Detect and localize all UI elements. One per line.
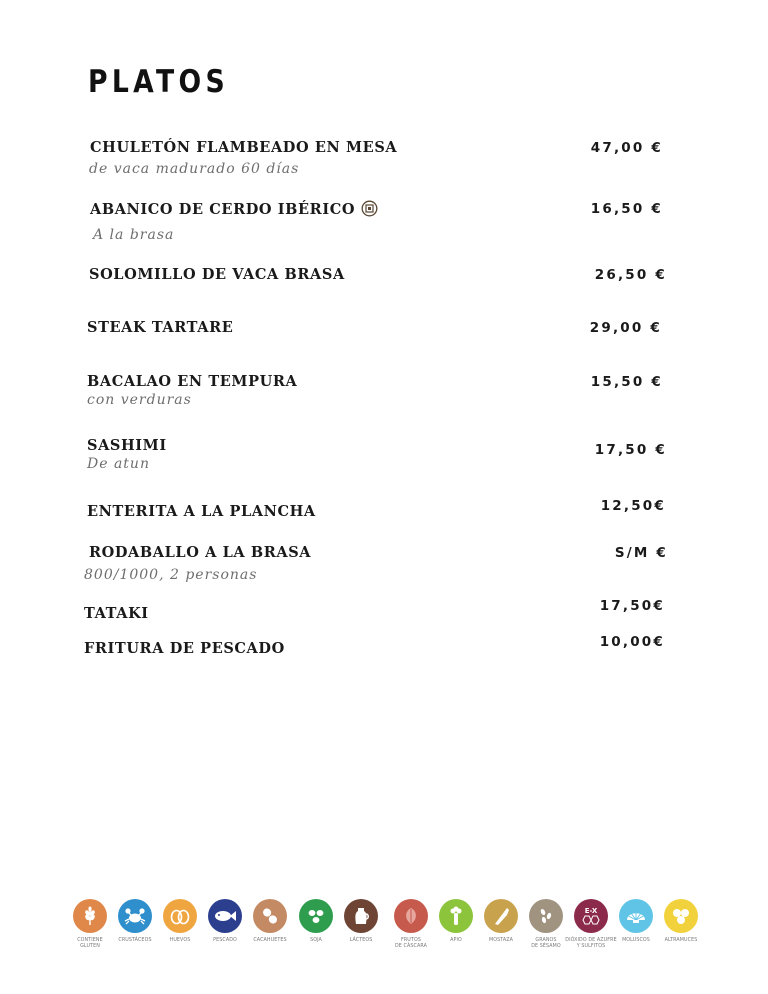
sesame-icon bbox=[529, 899, 563, 933]
soy-icon bbox=[299, 899, 333, 933]
dish-description: de vaca madurado 60 días bbox=[89, 161, 300, 177]
allergen-dairy bbox=[335, 899, 387, 944]
allergen-label: ALTRAMUCES bbox=[664, 938, 698, 943]
dish-description: A la brasa bbox=[93, 227, 175, 243]
dish-price: S/M € bbox=[614, 545, 668, 561]
allergen-label: LÁCTEOS bbox=[349, 938, 373, 943]
sulphites-icon bbox=[574, 899, 608, 933]
allergen-label: CONTIENE GLUTEN bbox=[77, 938, 103, 949]
dish-description: De atun bbox=[87, 456, 150, 472]
crab-icon bbox=[118, 899, 152, 933]
dish-name-with-badge bbox=[90, 200, 378, 222]
lupin-icon bbox=[664, 899, 698, 933]
dish-price: 47,00 € bbox=[590, 140, 663, 156]
allergen-label: APIO bbox=[450, 938, 462, 943]
dish-name: RODABALLO A LA BRASA bbox=[89, 544, 312, 561]
dish-name: FRITURA DE PESCADO bbox=[84, 640, 285, 657]
allergen-label: GRANOS DE SÉSAMO bbox=[531, 938, 561, 949]
celery-icon bbox=[439, 899, 473, 933]
dish-name: SOLOMILLO DE VACA BRASA bbox=[89, 266, 345, 283]
fish-icon bbox=[208, 899, 242, 933]
allergen-label: CACAHUETES bbox=[253, 938, 287, 943]
allergen-label: FRUTOS DE CÁSCARA bbox=[395, 938, 427, 949]
dish-price: 16,50 € bbox=[590, 201, 663, 217]
shell-icon bbox=[619, 899, 653, 933]
dish-price: 15,50 € bbox=[590, 374, 663, 390]
dish-name: ABANICO DE CERDO IBÉRICO bbox=[90, 201, 356, 218]
dish-name: SASHIMI bbox=[87, 437, 167, 454]
wheat-icon bbox=[73, 899, 107, 933]
dish-name: BACALAO EN TEMPURA bbox=[87, 373, 298, 390]
allergen-label: HUEVOS bbox=[169, 938, 191, 943]
dish-price: 12,50€ bbox=[600, 498, 666, 514]
allergen-peanuts bbox=[244, 899, 296, 944]
dish-price: 10,00€ bbox=[599, 634, 665, 650]
dish-name: ENTERITA A LA PLANCHA bbox=[87, 503, 316, 520]
iberico-seal-icon bbox=[361, 200, 378, 222]
milk-jug-icon bbox=[344, 899, 378, 933]
allergen-label: DIÓXIDO DE AZUFRE Y SULFITOS bbox=[565, 938, 617, 949]
allergen-lupin bbox=[655, 899, 707, 944]
dish-description: con verduras bbox=[87, 392, 192, 408]
dish-name: STEAK TARTARE bbox=[87, 319, 234, 336]
dish-price: 26,50 € bbox=[594, 267, 667, 283]
dish-name: TATAKI bbox=[84, 605, 149, 622]
dish-name: CHULETÓN FLAMBEADO EN MESA bbox=[90, 139, 398, 156]
eggs-icon bbox=[163, 899, 197, 933]
dish-price: 29,00 € bbox=[589, 320, 662, 336]
dish-description: 800/1000, 2 personas bbox=[84, 567, 258, 583]
peanut-icon bbox=[253, 899, 287, 933]
allergen-label: MOLUSCOS bbox=[622, 938, 650, 943]
nut-icon bbox=[394, 899, 428, 933]
allergen-label: SOJA bbox=[310, 938, 322, 943]
dish-price: 17,50 € bbox=[594, 442, 667, 458]
allergen-label: CRUSTÁCEOS bbox=[118, 938, 152, 943]
allergen-label: PESCADO bbox=[213, 938, 237, 943]
mustard-icon bbox=[484, 899, 518, 933]
sulphites-code: E-X bbox=[584, 907, 598, 915]
dish-price: 17,50€ bbox=[599, 598, 665, 614]
allergen-label: MOSTAZA bbox=[488, 938, 514, 943]
page-title: PLATOS bbox=[88, 64, 229, 100]
